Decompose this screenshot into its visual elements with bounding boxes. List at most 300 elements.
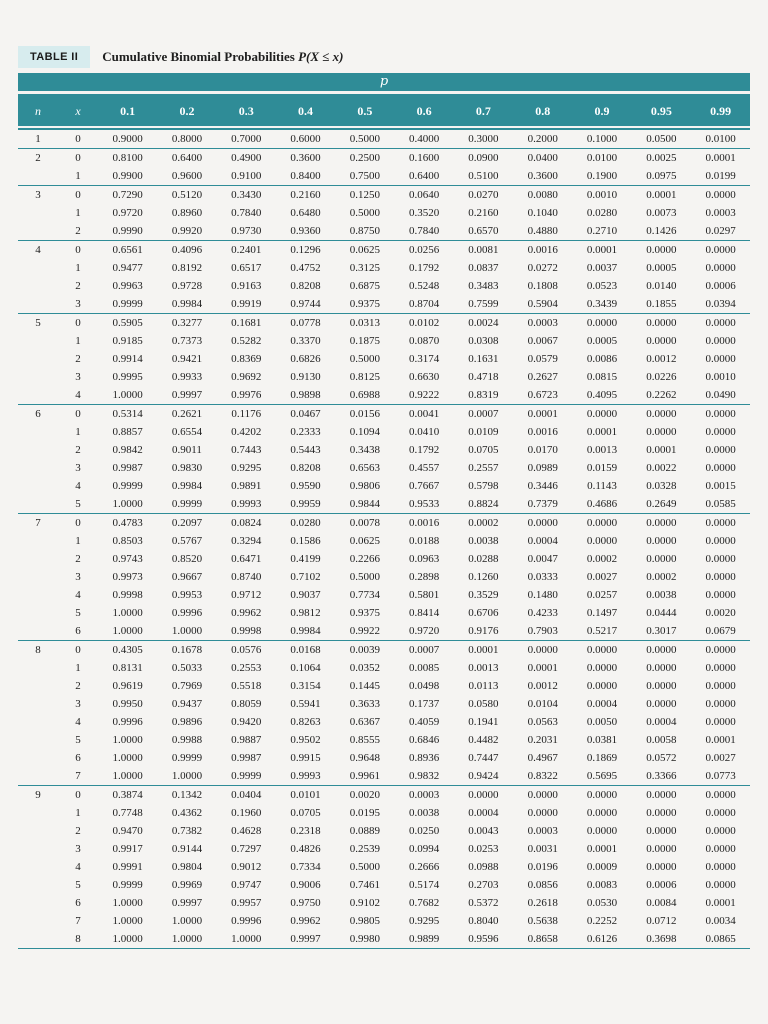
probability-cell: 0.5372: [468, 897, 499, 909]
n-cell: [18, 767, 58, 786]
n-cell: [18, 477, 58, 495]
probability-cell: 0.9130: [290, 371, 321, 383]
probability-cell: 0.0031: [527, 843, 558, 855]
probability-cell: 0.6554: [171, 426, 203, 438]
probability-cell: 0.0000: [586, 535, 618, 547]
probability-cell: 0.5518: [231, 680, 262, 692]
p-header: 0.9: [594, 103, 610, 118]
probability-cell: 0.6875: [349, 280, 380, 292]
probability-cell: 0.0001: [705, 897, 736, 909]
n-cell: [18, 295, 58, 314]
probability-cell: 0.4628: [231, 825, 262, 837]
probability-cell: 0.0000: [632, 314, 691, 333]
x-cell: 2: [75, 280, 81, 292]
probability-cell: 0.1586: [290, 535, 321, 547]
probability-cell: 0.9712: [231, 589, 262, 601]
probability-cell: 0.0585: [705, 498, 736, 510]
probability-cell: 0.9900: [112, 170, 143, 182]
n-cell: [18, 858, 58, 876]
x-cell: 0: [58, 186, 98, 205]
n-cell: 8: [18, 641, 58, 660]
x-cell: 4: [75, 480, 81, 492]
probability-cell: 0.2557: [468, 462, 499, 474]
table-row: [18, 532, 750, 550]
probability-cell: 1.0000: [217, 930, 276, 949]
probability-cell: 0.8414: [409, 607, 440, 619]
probability-cell: 0.0058: [646, 734, 677, 746]
probability-cell: 0.2703: [468, 879, 499, 891]
probability-cell: 0.0000: [705, 861, 736, 873]
table-row: [18, 477, 750, 495]
probability-cell: 0.3154: [290, 680, 321, 692]
n-cell: [18, 204, 58, 222]
n-cell: [18, 677, 58, 695]
probability-cell: 0.8369: [231, 353, 262, 365]
probability-cell: 0.0038: [646, 589, 677, 601]
probability-cell: 0.9999: [112, 879, 143, 891]
probability-cell: 0.0000: [454, 786, 513, 805]
probability-cell: 0.0013: [468, 662, 499, 674]
probability-cell: 0.0000: [705, 462, 736, 474]
x-cell: 1: [75, 207, 81, 219]
x-cell: 5: [75, 498, 81, 510]
probability-cell: 0.9962: [290, 915, 321, 927]
probability-cell: 0.0563: [527, 716, 558, 728]
probability-cell: 0.2649: [646, 498, 677, 510]
p-header-band: [18, 73, 750, 91]
probability-cell: 0.9375: [349, 298, 380, 310]
probability-cell: 0.0009: [586, 861, 618, 873]
probability-cell: 0.2031: [527, 734, 558, 746]
probability-cell: 0.0020: [705, 607, 736, 619]
probability-cell: 0.9295: [409, 915, 440, 927]
probability-cell: 0.8400: [290, 170, 321, 182]
probability-cell: 0.0856: [527, 879, 558, 891]
x-cell: 5: [75, 607, 81, 619]
probability-cell: 0.9998: [231, 625, 262, 637]
probability-cell: 0.5801: [409, 589, 440, 601]
probability-cell: 0.1064: [290, 662, 321, 674]
probability-cell: 0.0778: [276, 314, 335, 333]
probability-cell: 0.9996: [231, 915, 262, 927]
probability-cell: 0.7734: [349, 589, 380, 601]
probability-cell: 0.9100: [231, 170, 262, 182]
probability-cell: 0.0000: [705, 262, 736, 274]
probability-cell: 0.0280: [276, 514, 335, 533]
probability-cell: 0.7000: [217, 129, 276, 149]
probability-cell: 0.5941: [290, 698, 321, 710]
probability-cell: 0.2097: [157, 514, 216, 533]
probability-cell: 0.0080: [513, 186, 572, 205]
table-row: [18, 222, 750, 241]
n-cell: [18, 930, 58, 949]
probability-cell: 0.0002: [646, 571, 677, 583]
probability-cell: 0.4482: [468, 734, 499, 746]
x-cell: 3: [75, 298, 81, 310]
probability-cell: 0.0000: [705, 680, 736, 692]
x-cell: 6: [75, 897, 81, 909]
probability-cell: 0.0900: [454, 149, 513, 168]
probability-cell: 0.2500: [335, 149, 394, 168]
probability-cell: 0.9987: [231, 752, 262, 764]
probability-cell: 0.4967: [527, 752, 558, 764]
probability-cell: 0.5248: [409, 280, 440, 292]
x-cell: 1: [75, 170, 81, 182]
probability-cell: 0.0625: [335, 241, 394, 260]
x-cell: 1: [75, 535, 81, 547]
probability-cell: 0.9750: [290, 897, 321, 909]
probability-cell: 0.1040: [527, 207, 558, 219]
x-cell: 2: [75, 680, 81, 692]
probability-cell: 0.0025: [632, 149, 691, 168]
probability-cell: 0.9437: [171, 698, 203, 710]
probability-cell: 0.0000: [572, 786, 631, 805]
probability-cell: 0.9914: [112, 353, 143, 365]
probability-cell: 0.4557: [409, 462, 440, 474]
n-cell: [18, 532, 58, 550]
probability-cell: 0.9988: [171, 734, 203, 746]
probability-cell: 0.0000: [513, 641, 572, 660]
probability-cell: 1.0000: [112, 498, 143, 510]
n-cell: [18, 441, 58, 459]
probability-cell: 0.8100: [98, 149, 157, 168]
probability-cell: 0.0001: [632, 186, 691, 205]
probability-cell: 0.0773: [705, 770, 736, 782]
probability-cell: 0.6367: [349, 716, 380, 728]
probability-cell: 0.6988: [349, 389, 380, 401]
probability-cell: 0.4059: [409, 716, 440, 728]
n-cell: [18, 604, 58, 622]
probability-cell: 0.7102: [290, 571, 321, 583]
probability-cell: 0.0004: [527, 535, 558, 547]
x-cell: 2: [75, 825, 81, 837]
probability-cell: 0.8503: [112, 535, 143, 547]
probability-cell: 0.0000: [513, 514, 572, 533]
x-cell: 1: [75, 426, 81, 438]
probability-cell: 0.3366: [646, 770, 677, 782]
probability-cell: 0.9898: [290, 389, 321, 401]
probability-cell: 0.1855: [646, 298, 677, 310]
probability-cell: 0.9720: [112, 207, 143, 219]
table-row: [18, 368, 750, 386]
probability-cell: 0.9747: [231, 879, 262, 891]
probability-cell: 0.8857: [112, 426, 143, 438]
table-row: [18, 277, 750, 295]
probability-cell: 0.7599: [468, 298, 499, 310]
probability-cell: 0.9920: [171, 225, 203, 237]
probability-cell: 1.0000: [112, 607, 143, 619]
probability-cell: 0.4305: [98, 641, 157, 660]
x-cell: 0: [58, 641, 98, 660]
probability-cell: 0.4362: [171, 807, 203, 819]
probability-cell: 0.0576: [217, 641, 276, 660]
n-cell: [18, 731, 58, 749]
probability-cell: 0.0988: [468, 861, 499, 873]
probability-cell: 0.0530: [586, 897, 618, 909]
probability-cell: 0.2627: [527, 371, 558, 383]
probability-cell: 0.0313: [335, 314, 394, 333]
probability-cell: 0.0199: [705, 170, 736, 182]
probability-cell: 0.9533: [409, 498, 440, 510]
probability-cell: 0.0034: [705, 915, 736, 927]
probability-cell: 0.5000: [349, 571, 380, 583]
probability-cell: 0.9999: [171, 498, 203, 510]
probability-cell: 0.0000: [705, 698, 736, 710]
probability-cell: 0.0188: [409, 535, 440, 547]
x-cell: 5: [75, 879, 81, 891]
probability-cell: 0.0333: [527, 571, 558, 583]
probability-cell: 0.0073: [646, 207, 677, 219]
probability-cell: 0.0000: [691, 405, 750, 424]
probability-cell: 0.0140: [646, 280, 677, 292]
probability-cell: 0.7840: [409, 225, 440, 237]
probability-cell: 0.9830: [171, 462, 203, 474]
n-cell: [18, 386, 58, 405]
probability-cell: 0.6706: [468, 607, 499, 619]
probability-cell: 0.6570: [468, 225, 499, 237]
p-header: 0.8: [535, 103, 551, 118]
probability-cell: 0.0000: [527, 807, 558, 819]
n-cell: [18, 167, 58, 186]
probability-cell: 0.9919: [231, 298, 262, 310]
probability-cell: 0.9997: [276, 930, 335, 949]
x-cell: 6: [75, 625, 81, 637]
n-cell: [18, 804, 58, 822]
probability-cell: 1.0000: [171, 915, 203, 927]
probability-cell: 0.0000: [705, 589, 736, 601]
probability-cell: 0.0168: [276, 641, 335, 660]
probability-cell: 0.9730: [231, 225, 262, 237]
probability-cell: 0.0085: [409, 662, 440, 674]
probability-cell: 1.0000: [112, 625, 143, 637]
probability-cell: 0.7447: [468, 752, 499, 764]
x-cell: 2: [75, 225, 81, 237]
probability-cell: 0.1869: [586, 752, 618, 764]
table-row: [18, 129, 750, 149]
table-row: [18, 804, 750, 822]
p-header: 0.2: [179, 103, 195, 118]
p-label: p: [379, 74, 389, 89]
probability-cell: 0.5120: [157, 186, 216, 205]
probability-cell: 0.8208: [290, 280, 321, 292]
probability-cell: 0.1900: [586, 170, 618, 182]
probability-cell: 0.0004: [646, 716, 677, 728]
probability-cell: 0.9997: [171, 897, 203, 909]
probability-cell: 0.0001: [705, 734, 736, 746]
probability-cell: 0.6126: [572, 930, 631, 949]
probability-cell: 0.0000: [705, 571, 736, 583]
n-cell: [18, 423, 58, 441]
p-header: 0.99: [710, 103, 732, 118]
table-title-text: Cumulative Binomial Probabilities: [102, 49, 299, 64]
x-cell: 8: [58, 930, 98, 949]
probability-cell: 1.0000: [157, 930, 216, 949]
n-cell: [18, 222, 58, 241]
probability-cell: 0.4718: [468, 371, 499, 383]
table-row: [18, 441, 750, 459]
probability-cell: 0.2553: [231, 662, 262, 674]
probability-cell: 0.0000: [705, 662, 736, 674]
probability-cell: 0.0308: [468, 335, 499, 347]
table-body: [18, 129, 750, 949]
probability-cell: 0.9720: [409, 625, 440, 637]
probability-cell: 1.0000: [171, 625, 203, 637]
x-cell: 0: [58, 514, 98, 533]
probability-cell: 0.5767: [171, 535, 203, 547]
table-row: [18, 786, 750, 805]
probability-cell: 0.1681: [217, 314, 276, 333]
x-cell: 4: [75, 861, 81, 873]
probability-cell: 0.0000: [646, 335, 677, 347]
probability-cell: 0.6723: [527, 389, 558, 401]
probability-cell: 0.0000: [646, 861, 677, 873]
probability-cell: 0.1143: [587, 480, 617, 492]
p-header: 0.3: [238, 103, 254, 118]
probability-cell: 0.5000: [349, 353, 380, 365]
table-row: [18, 767, 750, 786]
probability-cell: 0.1678: [157, 641, 216, 660]
probability-cell: 0.0994: [409, 843, 440, 855]
table-row: [18, 604, 750, 622]
probability-cell: 1.0000: [171, 770, 203, 782]
probability-cell: 0.9950: [112, 698, 143, 710]
probability-cell: 0.7373: [171, 335, 203, 347]
probability-cell: 0.6480: [290, 207, 321, 219]
n-cell: 3: [18, 186, 58, 205]
n-cell: 4: [18, 241, 58, 260]
probability-cell: 0.0039: [335, 641, 394, 660]
table-tag: TABLE II: [18, 46, 90, 68]
probability-cell: 0.0102: [394, 314, 453, 333]
x-cell: 0: [58, 314, 98, 333]
probability-cell: 0.0007: [394, 641, 453, 660]
probability-cell: 0.0022: [646, 462, 677, 474]
probability-cell: 0.7379: [527, 498, 558, 510]
probability-cell: 0.3874: [98, 786, 157, 805]
probability-cell: 0.9899: [394, 930, 453, 949]
probability-cell: 0.9000: [98, 129, 157, 149]
table-row: [18, 314, 750, 333]
probability-cell: 0.9917: [112, 843, 143, 855]
probability-cell: 0.9922: [349, 625, 380, 637]
probability-cell: 0.1737: [409, 698, 440, 710]
probability-cell: 0.4096: [157, 241, 216, 260]
probability-cell: 0.7461: [349, 879, 380, 891]
probability-cell: 0.8704: [409, 298, 440, 310]
probability-cell: 0.8263: [290, 716, 321, 728]
n-cell: [18, 586, 58, 604]
probability-cell: 0.9421: [171, 353, 203, 365]
probability-cell: 0.0815: [586, 371, 618, 383]
probability-cell: 0.0865: [691, 930, 750, 949]
probability-cell: 0.0250: [409, 825, 440, 837]
probability-cell: 0.0381: [586, 734, 618, 746]
probability-cell: 0.0000: [632, 241, 691, 260]
probability-cell: 0.0000: [646, 553, 677, 565]
probability-cell: 0.1941: [468, 716, 499, 728]
probability-cell: 0.2252: [586, 915, 618, 927]
probability-cell: 0.5798: [468, 480, 499, 492]
probability-cell: 0.0104: [527, 698, 558, 710]
x-cell: 3: [75, 571, 81, 583]
probability-cell: 0.0000: [572, 514, 631, 533]
x-cell: 0: [58, 149, 98, 168]
probability-cell: 0.9996: [171, 607, 203, 619]
probability-cell: 0.0005: [646, 262, 677, 274]
probability-cell: 0.5100: [468, 170, 499, 182]
table-header: [18, 44, 343, 70]
probability-cell: 0.5000: [335, 129, 394, 149]
probability-cell: 0.0010: [572, 186, 631, 205]
probability-cell: 0.9743: [112, 553, 143, 565]
x-cell: 1: [75, 807, 81, 819]
probability-cell: 0.0870: [409, 335, 440, 347]
probability-cell: 0.9744: [290, 298, 321, 310]
table-row: [18, 167, 750, 186]
probability-cell: 0.0000: [705, 335, 736, 347]
table-title-formula: P(X ≤ x): [298, 49, 344, 64]
probability-cell: 0.8750: [349, 225, 380, 237]
probability-cell: 0.9037: [290, 589, 321, 601]
probability-cell: 0.0027: [705, 752, 736, 764]
probability-cell: 0.2000: [513, 129, 572, 149]
table-row: [18, 822, 750, 840]
probability-cell: 0.0012: [527, 680, 558, 692]
probability-cell: 0.0625: [349, 535, 380, 547]
n-cell: 5: [18, 314, 58, 333]
probability-cell: 0.0000: [646, 535, 677, 547]
probability-cell: 0.9915: [290, 752, 321, 764]
n-header: n: [35, 103, 41, 118]
probability-cell: 0.0328: [646, 480, 677, 492]
probability-cell: 0.9999: [112, 480, 143, 492]
probability-cell: 0.2160: [276, 186, 335, 205]
probability-cell: 0.0001: [586, 426, 618, 438]
probability-cell: 0.9692: [231, 371, 262, 383]
probability-cell: 0.0047: [527, 553, 558, 565]
probability-cell: 0.1960: [231, 807, 262, 819]
probability-cell: 0.9470: [112, 825, 143, 837]
x-cell: 7: [75, 770, 81, 782]
x-cell: 3: [75, 462, 81, 474]
n-cell: [18, 912, 58, 930]
x-cell: 1: [75, 335, 81, 347]
probability-cell: 0.9998: [112, 589, 143, 601]
probability-cell: 0.9953: [171, 589, 203, 601]
probability-cell: 0.8658: [513, 930, 572, 949]
probability-cell: 0.9295: [231, 462, 262, 474]
probability-cell: 0.0081: [454, 241, 513, 260]
probability-cell: 0.0500: [632, 129, 691, 149]
probability-cell: 0.9844: [349, 498, 380, 510]
probability-cell: 0.5033: [171, 662, 203, 674]
probability-cell: 0.9648: [349, 752, 380, 764]
probability-cell: 0.6471: [231, 553, 262, 565]
probability-cell: 0.0000: [691, 641, 750, 660]
table-row: [18, 840, 750, 858]
probability-cell: 0.9012: [231, 861, 262, 873]
probability-cell: 0.1176: [217, 405, 276, 424]
probability-cell: 0.6846: [409, 734, 440, 746]
probability-cell: 0.0837: [468, 262, 499, 274]
probability-cell: 0.6630: [409, 371, 440, 383]
probability-cell: 0.9144: [171, 843, 203, 855]
n-cell: [18, 459, 58, 477]
probability-cell: 0.9420: [231, 716, 262, 728]
probability-cell: 0.3529: [468, 589, 499, 601]
probability-cell: 0.9995: [112, 371, 143, 383]
probability-cell: 0.0889: [349, 825, 380, 837]
